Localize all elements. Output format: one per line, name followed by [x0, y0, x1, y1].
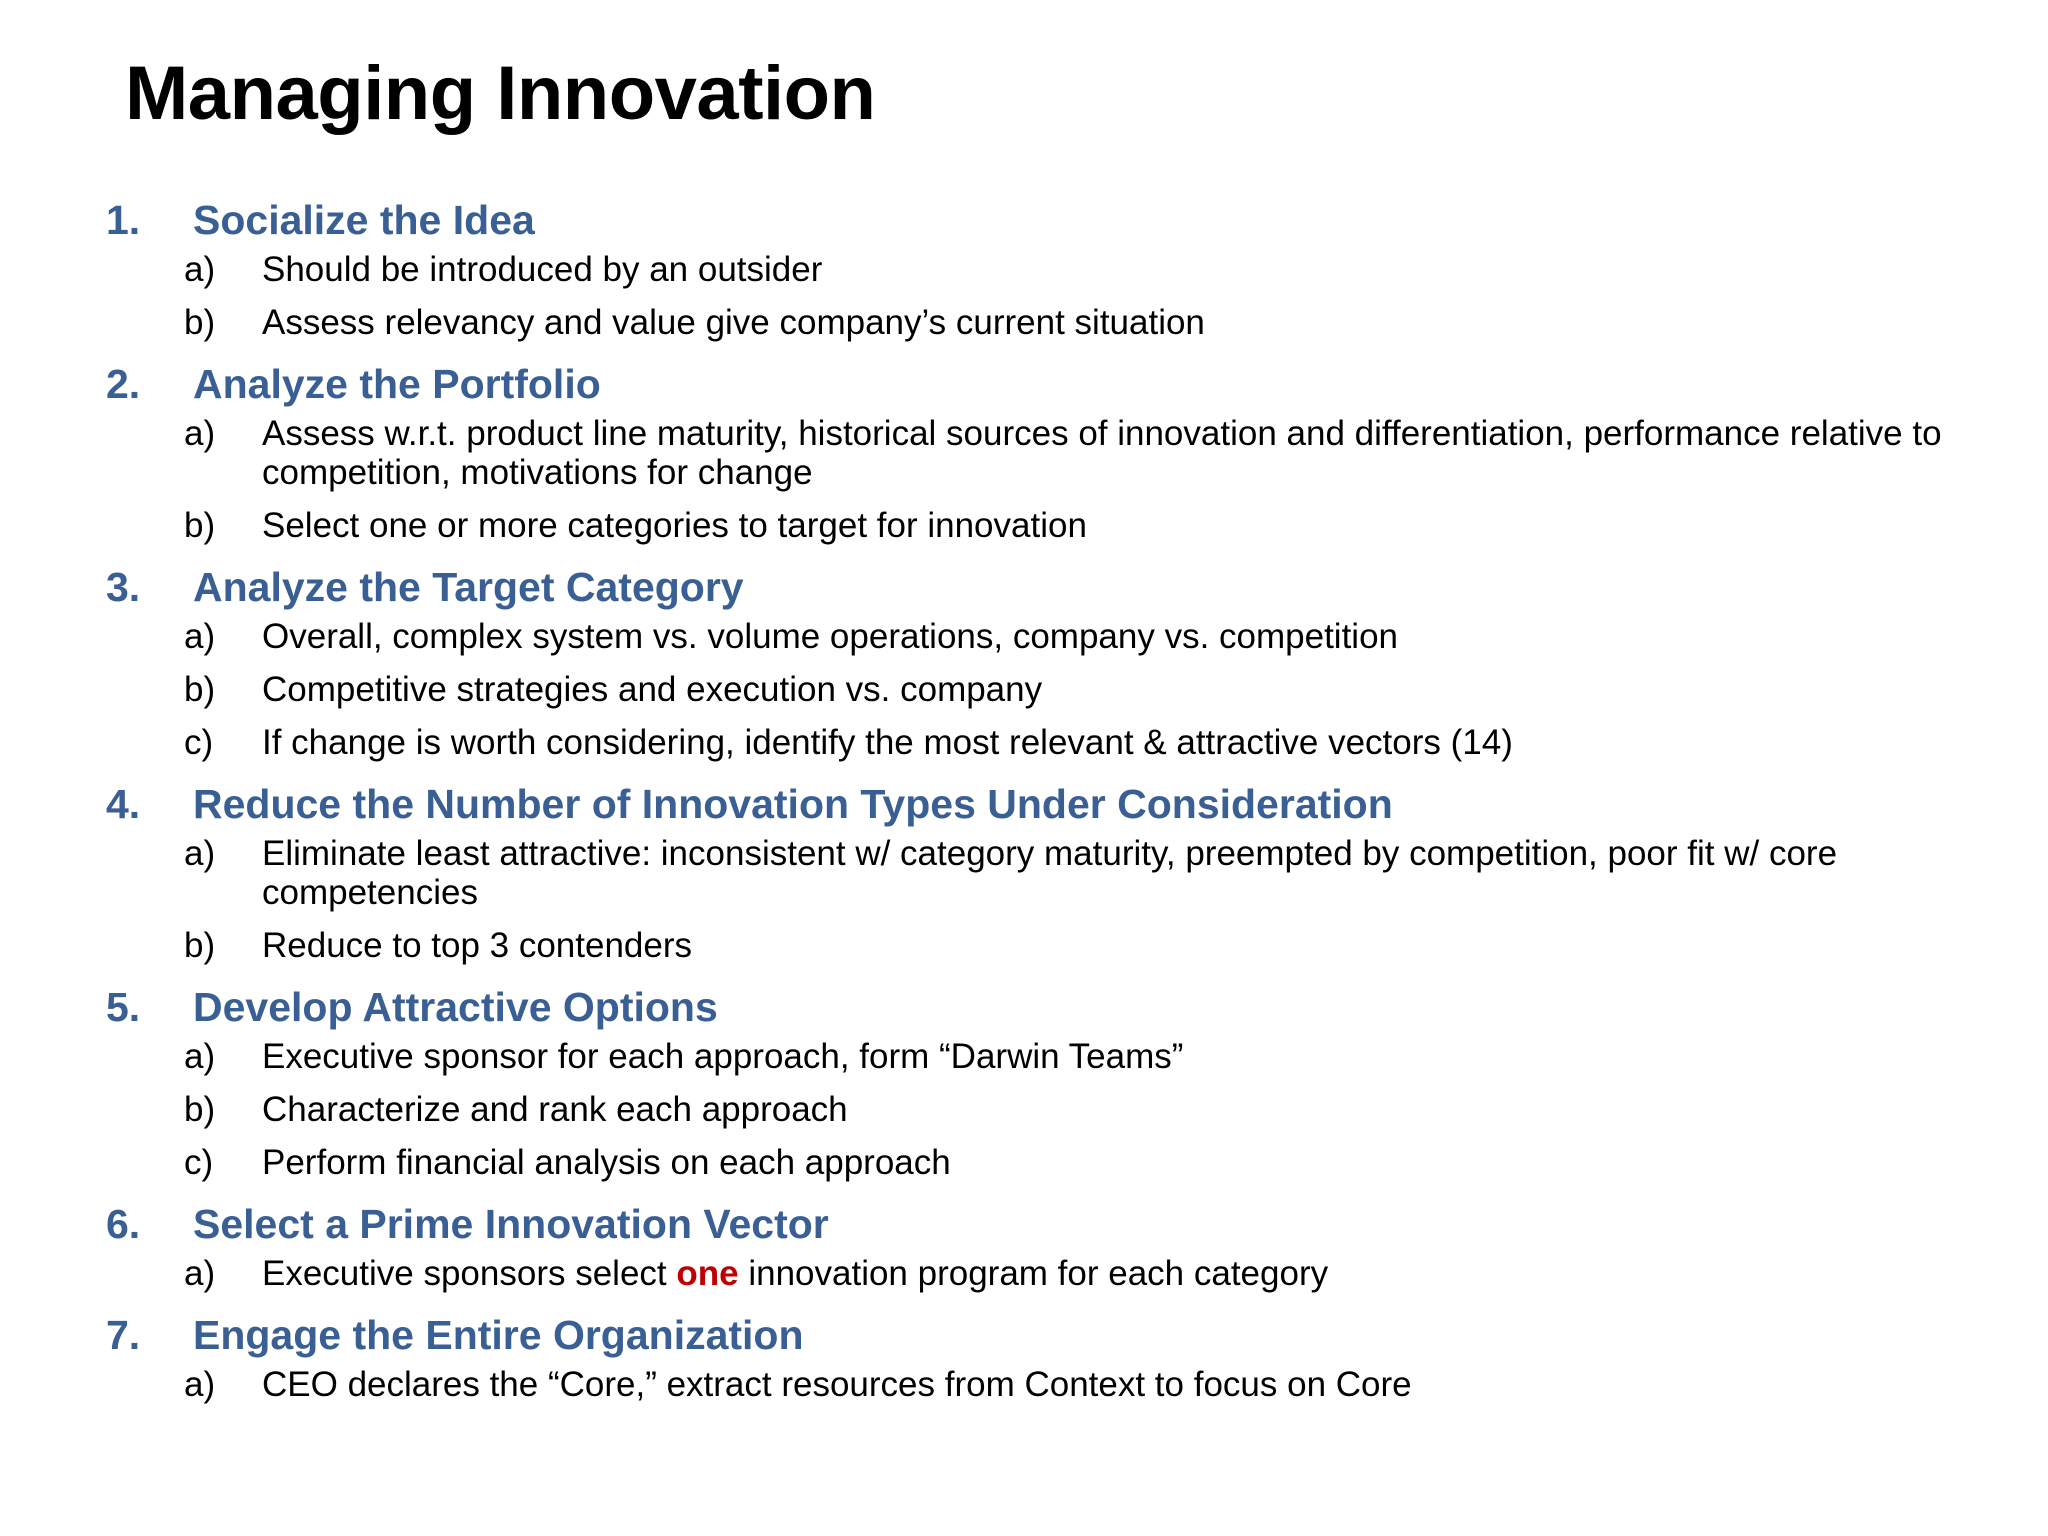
section-2 [106, 356, 1996, 545]
list-item [184, 670, 1996, 709]
subitem-text: Executive sponsor for each approach, form “Darwin Teams” [262, 1037, 1184, 1076]
subitem-letter: a) [184, 834, 216, 873]
subitem-letter: b) [184, 303, 216, 342]
subitem-text: Eliminate least attractive: inconsistent w/ category maturity, preempted by competition, poor fit w/ core competencies [262, 834, 1838, 912]
subitem-letter: b) [184, 506, 216, 545]
subitem-letter: a) [184, 250, 216, 289]
subitem-text-before: Executive sponsors select [262, 1254, 677, 1293]
list-item [184, 506, 1996, 545]
section-heading [106, 192, 1996, 249]
section-number: 3. [106, 564, 141, 610]
section-5 [106, 979, 1996, 1182]
section-number: 1. [106, 197, 141, 243]
section-title: Develop Attractive Options [193, 984, 718, 1030]
subitem-letter: c) [184, 723, 214, 762]
subitem-text: Perform financial analysis on each approach [262, 1143, 951, 1182]
subitem-letter: a) [184, 617, 216, 656]
section-3 [106, 559, 1996, 762]
subitem-text: Select one or more categories to target for innovation [262, 506, 1087, 545]
section-number: 6. [106, 1201, 141, 1247]
subitem-text [262, 1254, 1996, 1293]
list-item [184, 1254, 1996, 1293]
subitem-list [106, 834, 1996, 965]
section-title: Analyze the Portfolio [193, 361, 601, 407]
list-item [184, 250, 1996, 289]
subitem-text: Overall, complex system vs. volume operations, company vs. competition [262, 617, 1398, 656]
subitem-letter: a) [184, 1037, 216, 1076]
list-item [184, 1037, 1996, 1076]
subitem-text: Competitive strategies and execution vs. company [262, 670, 1043, 709]
section-number: 7. [106, 1312, 141, 1358]
section-title: Select a Prime Innovation Vector [193, 1201, 829, 1247]
emphasis-word: one [676, 1254, 739, 1293]
section-heading [106, 356, 1996, 413]
section-number: 2. [106, 361, 141, 407]
list-item [184, 1090, 1996, 1129]
subitem-text-after: innovation program for each category [738, 1254, 1329, 1293]
list-item [184, 723, 1996, 762]
subitem-letter: b) [184, 670, 216, 709]
slide-title: Managing Innovation [125, 51, 876, 136]
section-heading [106, 1307, 1996, 1364]
list-item [184, 617, 1996, 656]
subitem-text: CEO declares the “Core,” extract resources from Context to focus on Core [262, 1365, 1412, 1404]
subitem-text: Should be introduced by an outsider [262, 250, 823, 289]
section-heading [106, 1196, 1996, 1253]
section-title: Analyze the Target Category [193, 564, 744, 610]
innovation-steps-list [106, 192, 1996, 1418]
subitem-text: Assess w.r.t. product line maturity, historical sources of innovation and differentiation, performance relative to competition, motivations for change [262, 414, 1942, 492]
list-item [184, 414, 1996, 492]
subitem-text: Assess relevancy and value give company’s current situation [262, 303, 1205, 342]
section-number: 5. [106, 984, 141, 1030]
subitem-letter: a) [184, 1254, 216, 1293]
subitem-text: Reduce to top 3 contenders [262, 926, 693, 965]
list-item [184, 1365, 1996, 1404]
subitem-letter: b) [184, 926, 216, 965]
section-heading [106, 979, 1996, 1036]
list-item [184, 1143, 1996, 1182]
subitem-list [106, 617, 1996, 762]
section-4 [106, 776, 1996, 965]
subitem-letter: c) [184, 1143, 214, 1182]
section-number: 4. [106, 781, 141, 827]
subitem-list [106, 250, 1996, 342]
section-title: Engage the Entire Organization [193, 1312, 804, 1358]
subitem-letter: a) [184, 414, 216, 453]
list-item [184, 926, 1996, 965]
subitem-letter: a) [184, 1365, 216, 1404]
section-heading [106, 776, 1996, 833]
subitem-list [106, 1254, 1996, 1293]
list-item [184, 834, 1996, 912]
section-heading [106, 559, 1996, 616]
section-1 [106, 192, 1996, 342]
subitem-letter: b) [184, 1090, 216, 1129]
list-item [184, 303, 1996, 342]
section-6 [106, 1196, 1996, 1293]
subitem-list [106, 1365, 1996, 1404]
subitem-text: If change is worth considering, identify the most relevant & attractive vectors (14) [262, 723, 1513, 762]
subitem-list [106, 414, 1996, 545]
section-title: Socialize the Idea [193, 197, 535, 243]
subitem-text: Characterize and rank each approach [262, 1090, 848, 1129]
subitem-list [106, 1037, 1996, 1182]
section-title: Reduce the Number of Innovation Types Under Consideration [193, 781, 1393, 827]
section-7 [106, 1307, 1996, 1404]
